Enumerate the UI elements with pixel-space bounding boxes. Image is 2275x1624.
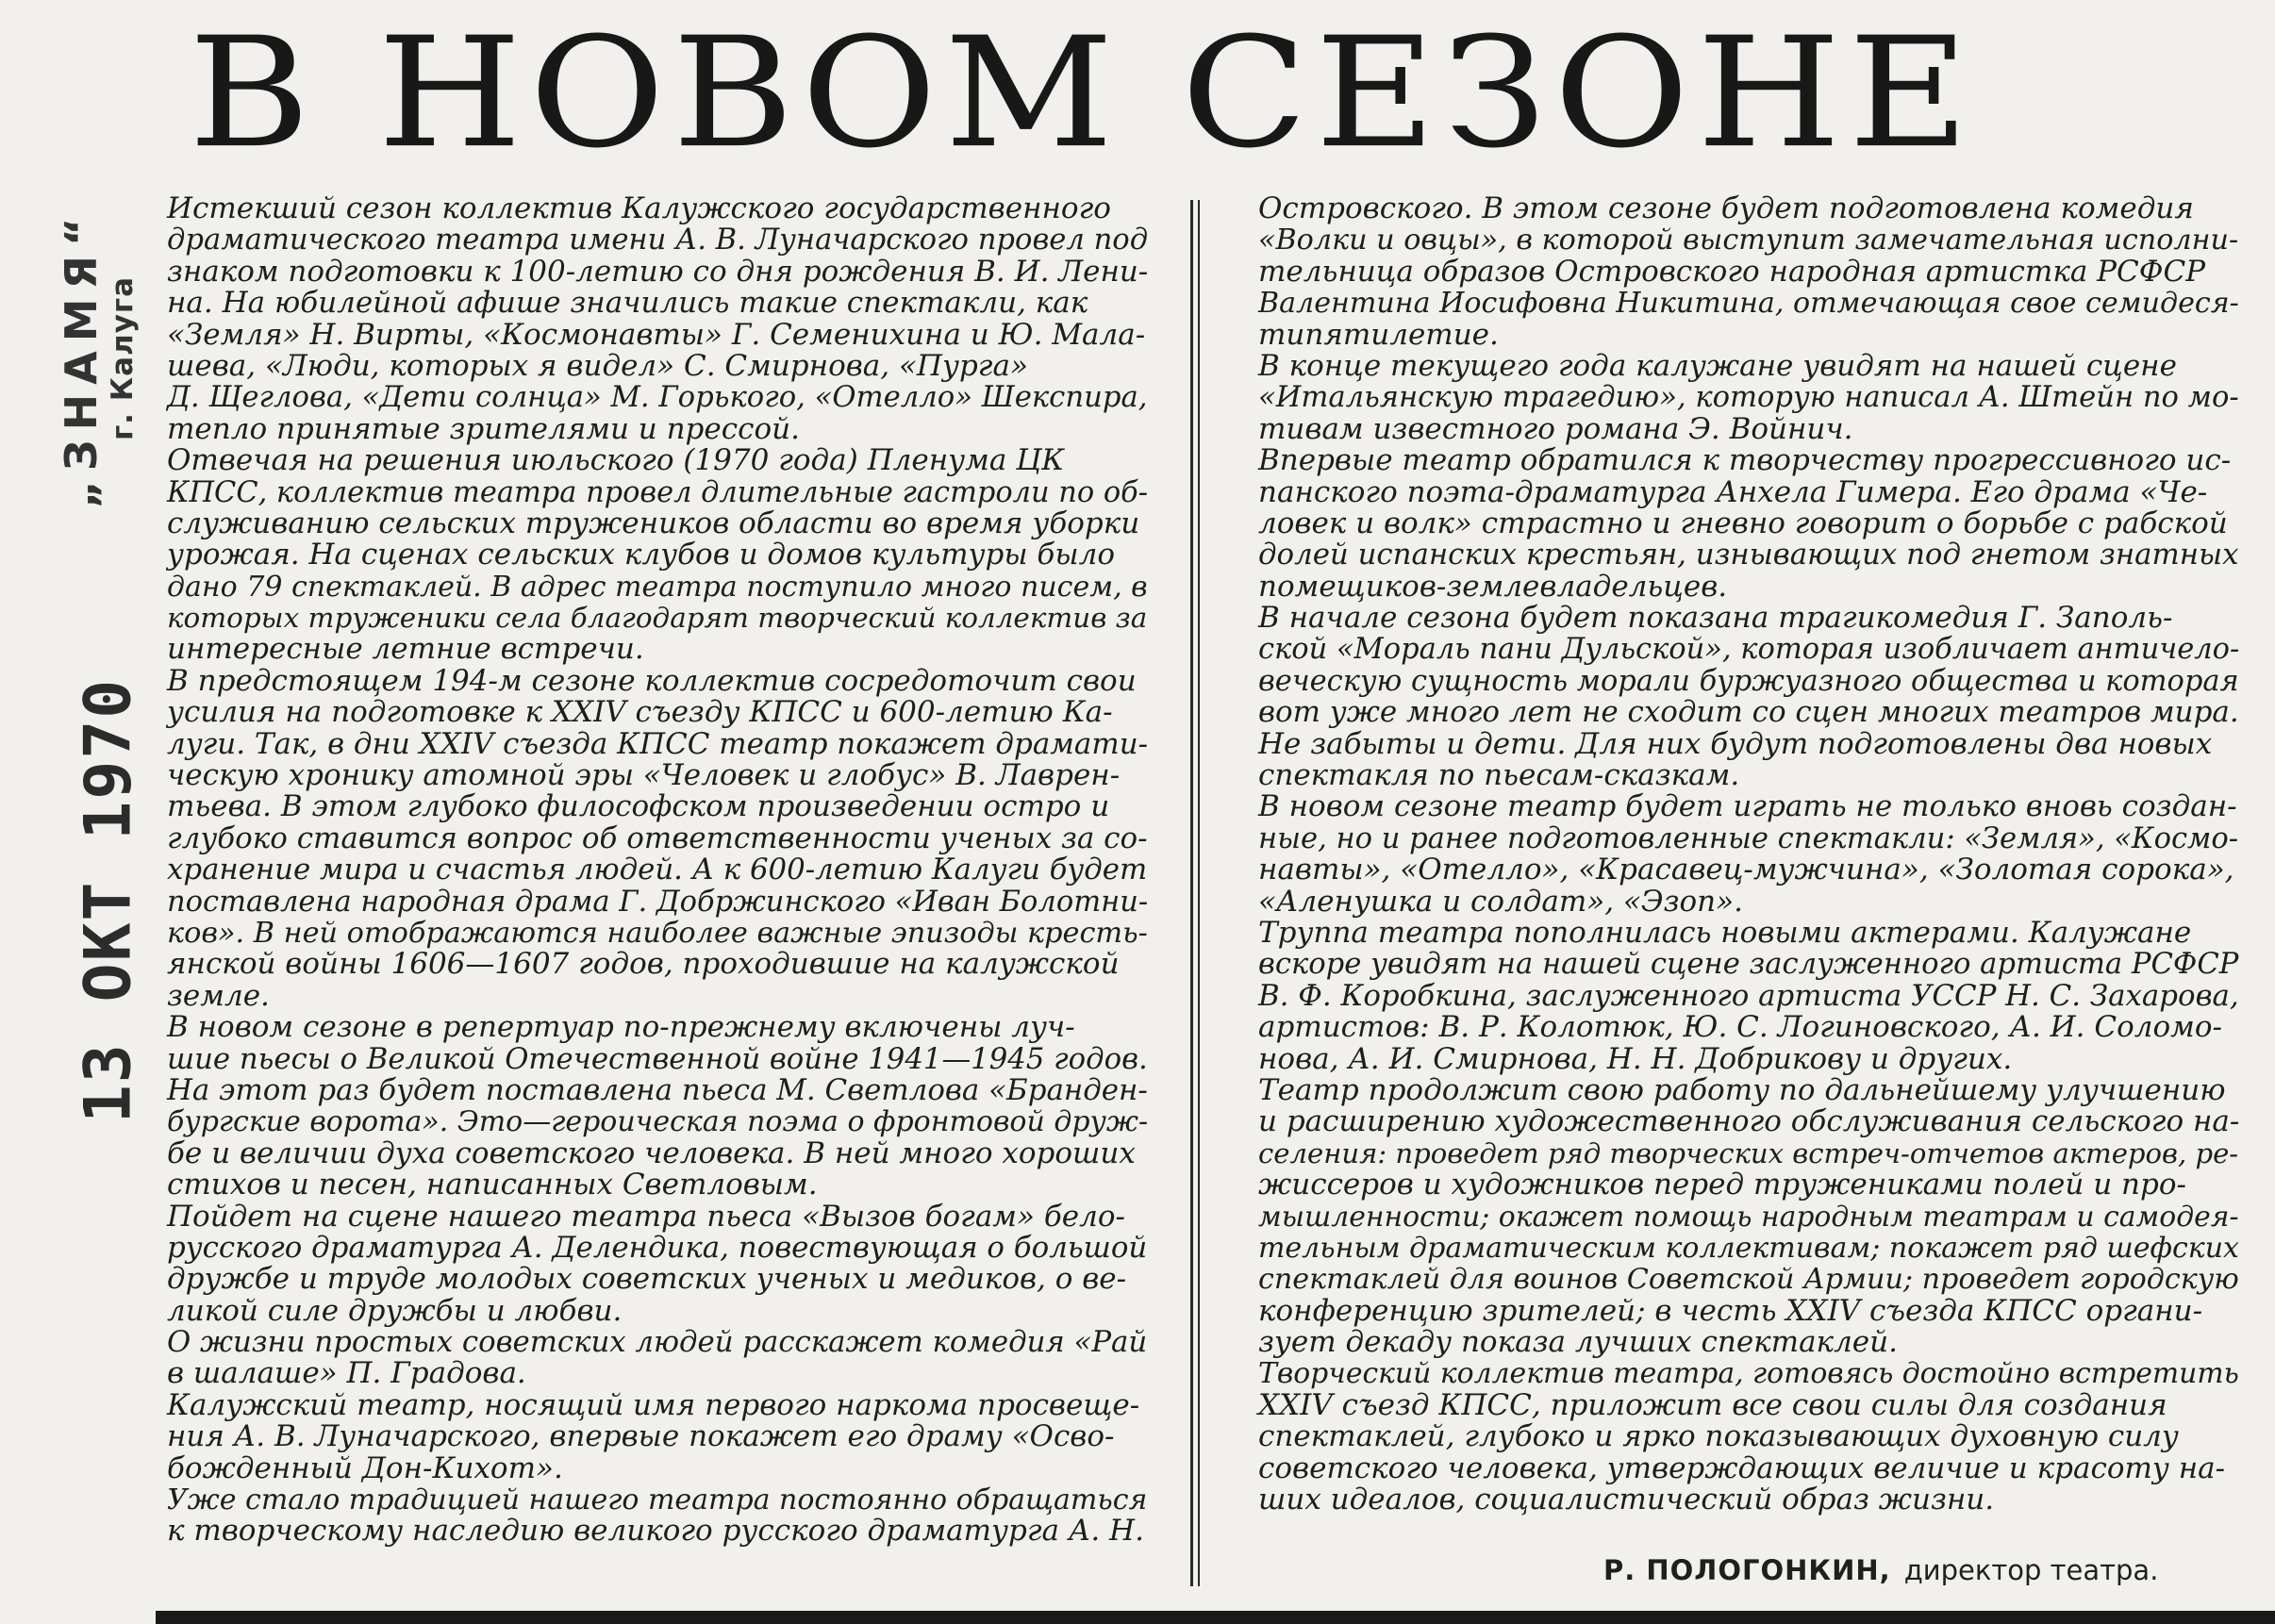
text-line: типятилетие.	[1258, 317, 1499, 352]
newspaper-city: г. Калуга	[106, 275, 140, 441]
text-line: ловек и волк» страстно и гневно говорит о борьбе с рабской	[1258, 505, 2228, 540]
text-line: усилия на подготовке к XXIV съезду КПСС и 600-летию Ка-	[167, 695, 1113, 730]
text-line: шева, «Люди, которых я видел» С. Смирнова, «Пурга»	[167, 348, 1028, 383]
text-line: Труппа театра пополнилась новыми актерами. Калужане	[1258, 915, 2192, 950]
article-column-right	[1258, 193, 2239, 1516]
text-line: земле.	[167, 978, 270, 1013]
text-line: на. На юбилейной афише значились такие спектакли, как	[167, 286, 1088, 321]
text-line: «Земля» Н. Вирты, «Космонавты» Г. Семенихина и Ю. Мала-	[167, 317, 1146, 352]
text-line: ния А. В. Луначарского, впервые покажет его драму «Осво-	[167, 1419, 1115, 1454]
text-line: О жизни простых советских людей расскажет комедия «Рай	[167, 1325, 1148, 1360]
text-line: хранение мира и счастья людей. А к 600-летию Калуги будет	[167, 853, 1148, 887]
text-line: спектаклей для воинов Советской Армии; проведет городскую	[1258, 1263, 2239, 1297]
text-line: Творческий коллектив театра, готовясь достойно встретить	[1258, 1357, 2239, 1391]
article-column-left	[167, 193, 1148, 1548]
text-line: артистов: В. Р. Колотюк, Ю. С. Логиновского, А. И. Соломо-	[1258, 1010, 2223, 1045]
text-line: панского поэта-драматурга Анхела Гимера. Его драма «Че-	[1258, 474, 2208, 509]
text-line: которых труженики села благодарят творческий коллектив за	[167, 602, 1148, 635]
text-line: Д. Щеглова, «Дети солнца» М. Горького, «Отелло» Шекспира,	[167, 381, 1148, 415]
text-line: вот уже много лет не сходит со сцен многих театров мира.	[1258, 695, 2239, 730]
text-line: конференцию зрителей; в честь XXIV съезда КПСС органи-	[1258, 1293, 2203, 1328]
text-line: к творческому наследию великого русского драматурга А. Н.	[167, 1514, 1144, 1549]
text-line: навты», «Отелло», «Красавец-мужчина», «Золотая сорока»,	[1258, 853, 2234, 887]
text-line: стихов и песен, написанных Светловым.	[167, 1168, 818, 1202]
date-stamp	[61, 677, 156, 1124]
text-line: ших идеалов, социалистический образ жизни.	[1258, 1483, 1995, 1517]
text-line: В новом сезоне театр будет играть не только вновь создан-	[1258, 789, 2237, 824]
text-line: тельница образов Островского народная артистка РСФСР	[1258, 254, 2206, 289]
text-line: советского человека, утверждающих величие и красоту на-	[1258, 1450, 2226, 1485]
text-line: луги. Так, в дни XXIV съезда КПСС театр покажет драмати-	[167, 726, 1149, 761]
text-line: вскоре увидят на нашей сцене заслуженного артиста РСФСР	[1258, 948, 2239, 982]
signature	[1603, 1554, 2158, 1586]
text-line: и расширению художественного обслуживания сельского на-	[1258, 1104, 2240, 1139]
text-line: Истекший сезон коллектив Калужского государственного	[167, 191, 1111, 225]
text-line: глубоко ставится вопрос об ответственности ученых за со-	[167, 820, 1148, 855]
text-line: бургские ворота». Это—героическая поэма о фронтовой друж-	[167, 1105, 1149, 1139]
text-line: ческую хронику атомной эры «Человек и глобус» В. Лаврен-	[167, 758, 1121, 793]
text-line: нова, А. И. Смирнова, Н. Н. Добрикову и других.	[1258, 1041, 2013, 1076]
text-line: тельным драматическим коллективам; покажет ряд шефских	[1258, 1231, 2239, 1265]
text-line: драматического театра имени А. В. Луначарского провел под	[167, 224, 1149, 257]
text-line: Не забыты и дети. Для них будут подготовлены два новых	[1258, 726, 2213, 761]
text-line: зует декаду показа лучших спектаклей.	[1258, 1325, 1898, 1360]
text-line: ской «Мораль пани Дульской», которая изобличает античело-	[1258, 633, 2240, 667]
text-line: ков». В ней отображаются наиболее важные эпизоды кресть-	[167, 916, 1148, 950]
text-line: тепло принятые зрителями и прессой.	[167, 411, 800, 446]
newspaper-stamp	[56, 207, 141, 509]
text-line: КПСС, коллектив театра провел длительные гастроли по об-	[167, 475, 1148, 509]
text-line: знаком подготовки к 100-летию со дня рождения В. И. Лени-	[167, 254, 1149, 289]
text-line: в шалаше» П. Градова.	[167, 1356, 526, 1391]
text-line: бе и величии духа советского человека. В ней много хороших	[167, 1135, 1136, 1170]
text-line: Уже стало традицией нашего театра постоянно обращаться	[167, 1483, 1148, 1517]
text-line: Театр продолжит свою работу по дальнейшему улучшению	[1258, 1072, 2226, 1107]
text-line: спектаклей, глубоко и ярко показывающих духовную силу	[1258, 1419, 2179, 1454]
text-line: урожая. На сценах сельских клубов и домов культуры было	[167, 538, 1116, 572]
text-line: «Аленушка и солдат», «Эзоп».	[1258, 884, 1743, 919]
text-line: селения: проведет ряд творческих встреч-отчетов актеров, ре-	[1258, 1136, 2239, 1169]
text-line: жиссеров и художников перед тружениками полей и про-	[1258, 1168, 2186, 1202]
text-line: шие пьесы о Великой Отечественной войне 1941—1945 годов.	[167, 1041, 1148, 1076]
column-divider	[1190, 200, 1200, 1586]
text-line: тьева. В этом глубоко философском произведении остро и	[167, 789, 1110, 824]
text-line: божденный Дон-Кихот».	[167, 1450, 563, 1485]
text-line: веческую сущность морали буржуазного общества и которая	[1258, 664, 2239, 698]
text-line: дружбе и труде молодых советских ученых и медиков, о ве-	[167, 1262, 1127, 1297]
text-line: Отвечая на решения июльского (1970 года) Пленума ЦК	[167, 443, 1065, 478]
text-line: На этот раз будет поставлена пьеса М. Светлова «Бранден-	[167, 1072, 1148, 1107]
text-line: В предстоящем 194-м сезоне коллектив сосредоточит свои	[167, 663, 1137, 698]
text-line: Валентина Иосифовна Никитина, отмечающая свое семидеся-	[1258, 287, 2239, 321]
text-line: дано 79 спектаклей. В адрес театра поступило много писем, в	[167, 570, 1148, 604]
author-name: Р. ПОЛОГОНКИН,	[1603, 1554, 1891, 1586]
text-line: ликой силе дружбы и любви.	[167, 1293, 623, 1328]
text-line: В. Ф. Коробкина, заслуженного артиста УССР Н. С. Захарова,	[1258, 978, 2239, 1013]
text-line: В начале сезона будет показана трагикомедия Г. Заполь-	[1258, 601, 2173, 636]
text-line: русского драматурга А. Делендика, повествующая о большой	[167, 1230, 1148, 1265]
text-line: помещиков-землевладельцев.	[1258, 569, 1728, 604]
headline: В НОВОМ СЕЗОНЕ	[189, 5, 1977, 182]
text-line: В новом сезоне в репертуар по-прежнему включены луч-	[167, 1010, 1075, 1045]
text-line: Калужский театр, носящий имя первого наркома просвеще-	[167, 1387, 1140, 1422]
text-line: интересные летние встречи.	[167, 632, 644, 667]
text-line: спектакля по пьесам-сказкам.	[1258, 758, 1740, 793]
text-line: В конце текущего года калужане увидят на нашей сцене	[1258, 348, 2177, 383]
text-line: Впервые театр обратился к творчеству прогрессивного ис-	[1258, 443, 2232, 478]
text-line: XXIV съезд КПСС, приложит все свои силы для создания	[1258, 1387, 2167, 1422]
text-line: янской войны 1606—1607 годов, проходившие на калужской	[167, 947, 1120, 982]
newspaper-name: „ЗНАМЯ“	[56, 207, 107, 509]
text-line: Пойдет на сцене нашего театра пьеса «Вызов богам» бело-	[167, 1199, 1125, 1234]
text-line: «Волки и овцы», в которой выступит замечательная исполни-	[1258, 224, 2239, 257]
text-line: Островского. В этом сезоне будет подготовлена комедия	[1258, 191, 2194, 225]
text-line: ные, но и ранее подготовленные спектакли: «Земля», «Космо-	[1258, 821, 2239, 855]
text-line: тивам известного романа Э. Войнич.	[1258, 411, 1853, 446]
text-line: мышленности; окажет помощь народным театрам и самодея-	[1258, 1200, 2239, 1234]
date-stamp-text: 13 ОКТ 1970	[71, 677, 146, 1124]
text-line: «Итальянскую трагедию», которую написал А. Штейн по мо-	[1258, 381, 2239, 415]
text-line: служиванию сельских тружеников области во время уборки	[167, 505, 1140, 540]
author-role: директор театра.	[1903, 1554, 2159, 1586]
text-line: поставлена народная драма Г. Добржинского «Иван Болотни-	[167, 885, 1149, 919]
bottom-rule	[156, 1611, 2275, 1624]
text-line: долей испанских крестьян, изнывающих под гнетом знатных	[1258, 538, 2239, 572]
